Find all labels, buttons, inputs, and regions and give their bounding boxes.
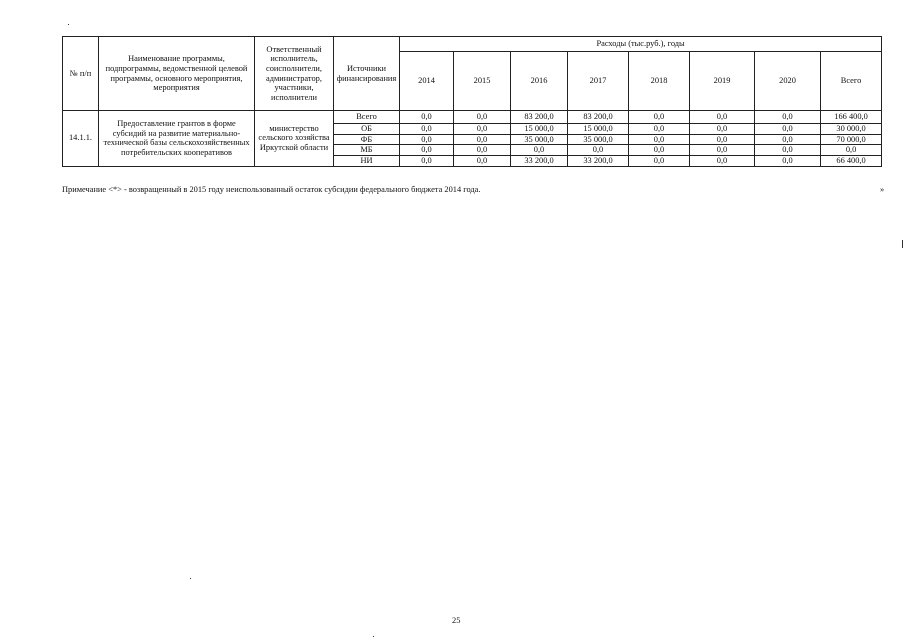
footnote: Примечание <*> - возвращенный в 2015 году неиспользованный остаток субсидии федерального бюджета 2014 года.	[62, 185, 481, 194]
row-value: 0,0	[690, 155, 755, 166]
row-value: 33 200,0	[568, 155, 629, 166]
row-total: 66 400,0	[821, 155, 882, 166]
row-value: 0,0	[400, 145, 454, 156]
scan-mark	[373, 636, 374, 637]
header-expenses: Расходы (тыс.руб.), годы	[400, 37, 882, 52]
row-value: 33 200,0	[511, 155, 568, 166]
row-name: Предоставление грантов в форме субсидий на развитие материально-технической базы сельскохозяйственных потребительских кооперативов	[99, 111, 255, 167]
row-value: 0,0	[755, 145, 821, 156]
row-value: 0,0	[690, 145, 755, 156]
row-total: 30 000,0	[821, 124, 882, 135]
row-value: 0,0	[511, 145, 568, 156]
row-source: МБ	[334, 145, 400, 156]
row-value: 0,0	[755, 124, 821, 135]
scan-mark	[190, 578, 191, 579]
row-total: 0,0	[821, 145, 882, 156]
row-value: 0,0	[755, 155, 821, 166]
row-value: 35 000,0	[511, 134, 568, 145]
row-total: 166 400,0	[821, 111, 882, 124]
row-total: 70 000,0	[821, 134, 882, 145]
scan-mark	[902, 240, 903, 248]
header-total: Всего	[821, 52, 882, 111]
row-value: 83 200,0	[511, 111, 568, 124]
row-value: 0,0	[755, 134, 821, 145]
table-header-row	[63, 37, 882, 52]
row-value: 0,0	[629, 145, 690, 156]
row-source: ФБ	[334, 134, 400, 145]
header-sources: Источники финансирования	[334, 37, 400, 111]
row-source: НИ	[334, 155, 400, 166]
header-year: 2015	[454, 52, 511, 111]
header-year: 2019	[690, 52, 755, 111]
row-value: 35 000,0	[568, 134, 629, 145]
row-value: 0,0	[400, 155, 454, 166]
row-value: 0,0	[454, 145, 511, 156]
header-year: 2020	[755, 52, 821, 111]
row-value: 0,0	[400, 111, 454, 124]
row-value: 0,0	[629, 111, 690, 124]
scan-mark	[68, 24, 69, 25]
row-value: 0,0	[400, 134, 454, 145]
header-year: 2018	[629, 52, 690, 111]
row-value: 83 200,0	[568, 111, 629, 124]
row-value: 15 000,0	[568, 124, 629, 135]
header-num: № п/п	[63, 37, 99, 111]
row-value: 0,0	[629, 124, 690, 135]
header-year: 2016	[511, 52, 568, 111]
row-value: 15 000,0	[511, 124, 568, 135]
row-value: 0,0	[568, 145, 629, 156]
row-value: 0,0	[629, 134, 690, 145]
table-row	[63, 111, 882, 124]
row-source: Всего	[334, 111, 400, 124]
row-value: 0,0	[690, 134, 755, 145]
row-responsible: министерство сельского хозяйства Иркутской области	[255, 111, 334, 167]
budget-table	[62, 36, 882, 167]
header-name: Наименование программы, подпрограммы, ведомственной целевой программы, основного мероприятия, мероприятия	[99, 37, 255, 111]
row-value: 0,0	[454, 155, 511, 166]
row-source: ОБ	[334, 124, 400, 135]
row-value: 0,0	[454, 134, 511, 145]
page-number: 25	[452, 616, 461, 625]
row-value: 0,0	[629, 155, 690, 166]
header-year: 2017	[568, 52, 629, 111]
row-value: 0,0	[400, 124, 454, 135]
row-value: 0,0	[755, 111, 821, 124]
row-num: 14.1.1.	[63, 111, 99, 167]
header-year: 2014	[400, 52, 454, 111]
row-value: 0,0	[690, 111, 755, 124]
closing-quote-mark: »	[880, 185, 885, 194]
row-value: 0,0	[690, 124, 755, 135]
header-responsible: Ответственный исполнитель, соисполнители, администратор, участники, исполнители	[255, 37, 334, 111]
row-value: 0,0	[454, 111, 511, 124]
row-value: 0,0	[454, 124, 511, 135]
